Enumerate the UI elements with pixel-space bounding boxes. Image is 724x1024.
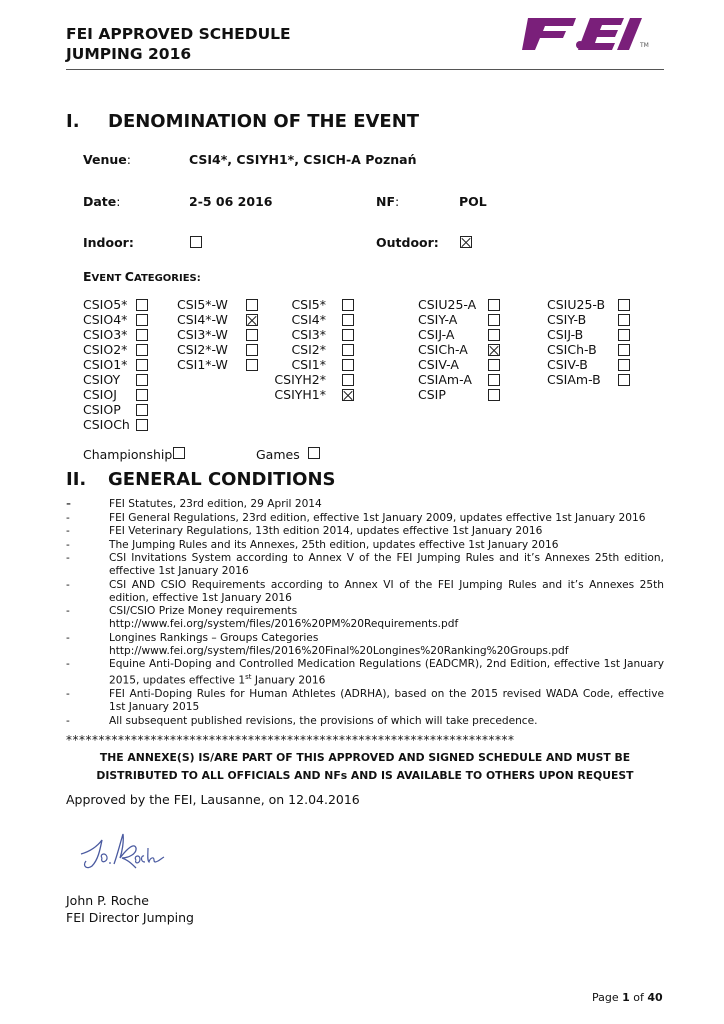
category-label: CSIJ-A xyxy=(418,327,455,342)
event-categories-heading: EVENT CATEGORIES: xyxy=(83,269,201,284)
section-1-title: DENOMINATION OF THE EVENT xyxy=(108,111,420,132)
approval-statement: Approved by the FEI, Lausanne, on 12.04.2016 xyxy=(66,792,360,807)
category-checkbox[interactable] xyxy=(136,359,148,371)
section-1-heading xyxy=(66,111,419,132)
category-label: CSIO4* xyxy=(83,312,128,327)
category-label: CSIP xyxy=(418,387,446,402)
condition-item: - The Jumping Rules and its Annexes, 25th edition, updates effective 1st January 2016 xyxy=(66,539,664,552)
condition-item: - Equine Anti-Doping and Controlled Medication Regulations (EADCMR), 2nd Edition, effective 1st January 2015, updates effective 1st January 2016 xyxy=(66,658,664,688)
fei-logo xyxy=(518,12,658,54)
category-checkbox[interactable] xyxy=(618,329,630,341)
category-label: CSI3*-W xyxy=(177,327,228,342)
category-checkbox[interactable] xyxy=(342,329,354,341)
category-label: CSIV-A xyxy=(418,357,459,372)
signatory-name: John P. Roche xyxy=(66,893,149,908)
category-label: CSIYH1* xyxy=(274,387,326,402)
fei-logo-graphic xyxy=(518,12,658,54)
signatory-title: FEI Director Jumping xyxy=(66,910,194,925)
category-checkbox[interactable] xyxy=(488,314,500,326)
category-checkbox[interactable] xyxy=(618,359,630,371)
games-checkbox[interactable] xyxy=(308,447,320,459)
category-checkbox[interactable] xyxy=(136,419,148,431)
condition-item: - FEI General Regulations, 23rd edition, effective 1st January 2009, updates effective 1st January 2016 xyxy=(66,512,664,525)
nf-value: POL xyxy=(459,194,487,209)
category-checkbox[interactable] xyxy=(618,344,630,356)
indoor-label: Indoor: xyxy=(83,235,134,250)
condition-item: - FEI Veterinary Regulations, 13th edition 2014, updates effective 1st January 2016 xyxy=(66,525,664,538)
category-checkbox[interactable] xyxy=(246,314,258,326)
section-1-number: I. xyxy=(66,111,80,132)
category-label: CSICh-A xyxy=(418,342,468,357)
category-checkbox[interactable] xyxy=(136,314,148,326)
venue-label: Venue: xyxy=(83,152,131,167)
category-checkbox[interactable] xyxy=(488,374,500,386)
category-label: CSIOP xyxy=(83,402,121,417)
separator-line: ********************************************************************* xyxy=(66,733,515,747)
category-label: CSIY-B xyxy=(547,312,587,327)
category-label: CSI1*-W xyxy=(177,357,228,372)
championship-label: Championship xyxy=(83,447,173,462)
condition-item: - CSI Invitations System according to Annex V of the FEI Jumping Rules and it’s Annexes 25th edition, effective 1st January 2016 xyxy=(66,552,664,578)
games-label: Games xyxy=(256,447,300,462)
header-title-line1: FEI APPROVED SCHEDULE xyxy=(66,25,291,43)
indoor-checkbox[interactable] xyxy=(190,236,202,248)
outdoor-label: Outdoor: xyxy=(376,235,439,250)
header-title-line2: JUMPING 2016 xyxy=(66,45,192,63)
general-conditions-list xyxy=(66,498,664,728)
category-checkbox[interactable] xyxy=(136,299,148,311)
category-label: CSI2*-W xyxy=(177,342,228,357)
category-checkbox[interactable] xyxy=(618,314,630,326)
category-label: CSIO5* xyxy=(83,297,128,312)
annex-notice-line1: THE ANNEXE(S) IS/ARE PART OF THIS APPROVED AND SIGNED SCHEDULE AND MUST BE xyxy=(99,751,631,764)
category-checkbox[interactable] xyxy=(136,329,148,341)
championship-checkbox[interactable] xyxy=(173,447,185,459)
category-checkbox[interactable] xyxy=(488,359,500,371)
category-label: CSIO3* xyxy=(83,327,128,342)
category-label: CSIOCh xyxy=(83,417,130,432)
schedule-header-title xyxy=(66,24,291,64)
category-label: CSICh-B xyxy=(547,342,597,357)
category-checkbox[interactable] xyxy=(342,314,354,326)
category-label: CSIOY xyxy=(83,372,121,387)
category-checkbox[interactable] xyxy=(136,374,148,386)
category-checkbox[interactable] xyxy=(246,359,258,371)
venue-value: CSI4*, CSIYH1*, CSICH-A Poznań xyxy=(189,152,417,167)
section-2-heading xyxy=(66,469,335,490)
category-label: CSIAm-B xyxy=(547,372,601,387)
category-checkbox[interactable] xyxy=(342,389,354,401)
category-checkbox[interactable] xyxy=(618,299,630,311)
category-checkbox[interactable] xyxy=(246,329,258,341)
category-label: CSIO1* xyxy=(83,357,128,372)
category-label: CSI1* xyxy=(291,357,326,372)
category-checkbox[interactable] xyxy=(342,344,354,356)
category-label: CSIAm-A xyxy=(418,372,472,387)
annex-notice-line2: DISTRIBUTED TO ALL OFFICIALS AND NFs AND IS AVAILABLE TO OTHERS UPON REQUEST xyxy=(96,769,634,782)
condition-item: - CSI AND CSIO Requirements according to Annex VI of the FEI Jumping Rules and it’s Annexes 25th edition, effective 1st January 2016 xyxy=(66,579,664,605)
category-checkbox[interactable] xyxy=(342,359,354,371)
category-label: CSI3* xyxy=(291,327,326,342)
condition-item: - FEI Statutes, 23rd edition, 29 April 2014 xyxy=(66,498,664,511)
category-checkbox[interactable] xyxy=(342,374,354,386)
category-label: CSIJ-B xyxy=(547,327,584,342)
section-2-title: GENERAL CONDITIONS xyxy=(108,469,336,490)
category-label: CSI4* xyxy=(291,312,326,327)
section-2-number: II. xyxy=(66,469,87,490)
date-value: 2-5 06 2016 xyxy=(189,194,273,209)
category-label: CSIYH2* xyxy=(274,372,326,387)
condition-item: - All subsequent published revisions, the provisions of which will take precedence. xyxy=(66,715,664,728)
category-label: CSIU25-B xyxy=(547,297,606,312)
category-label: CSI2* xyxy=(291,342,326,357)
category-checkbox[interactable] xyxy=(136,344,148,356)
category-label: CSIO2* xyxy=(83,342,128,357)
date-label: Date: xyxy=(83,194,121,209)
header-divider xyxy=(66,69,664,70)
category-checkbox[interactable] xyxy=(342,299,354,311)
category-checkbox[interactable] xyxy=(488,344,500,356)
page-number: Page 1 of 40 xyxy=(592,991,663,1004)
category-checkbox[interactable] xyxy=(488,299,500,311)
trademark-mark: TM xyxy=(640,42,649,49)
condition-item: - CSI/CSIO Prize Money requirements http://www.fei.org/system/files/2016%20PM%20Requirements.pdf xyxy=(66,605,664,631)
category-checkbox[interactable] xyxy=(246,299,258,311)
category-checkbox[interactable] xyxy=(618,374,630,386)
category-label: CSIV-B xyxy=(547,357,588,372)
category-label: CSIY-A xyxy=(418,312,458,327)
category-label: CSI5* xyxy=(291,297,326,312)
category-label: CSI5*-W xyxy=(177,297,228,312)
category-label: CSIOJ xyxy=(83,387,117,402)
category-checkbox[interactable] xyxy=(488,389,500,401)
nf-label: NF: xyxy=(376,194,400,209)
category-checkbox[interactable] xyxy=(488,329,500,341)
condition-item: - FEI Anti-Doping Rules for Human Athletes (ADRHA), based on the 2015 revised WADA Code, effective 1st January 2015 xyxy=(66,688,664,714)
category-label: CSI4*-W xyxy=(177,312,228,327)
category-checkbox[interactable] xyxy=(136,404,148,416)
condition-item: - Longines Rankings – Groups Categories http://www.fei.org/system/files/2016%20Final%20Longines%20Ranking%20Groups.pdf xyxy=(66,632,664,658)
signature-image xyxy=(78,828,168,880)
prize-money-link[interactable]: http://www.fei.org/system/files/2016%20PM%20Requirements.pdf xyxy=(109,618,459,630)
category-checkbox[interactable] xyxy=(136,389,148,401)
category-checkbox[interactable] xyxy=(246,344,258,356)
rankings-link[interactable]: http://www.fei.org/system/files/2016%20Final%20Longines%20Ranking%20Groups.pdf xyxy=(109,644,569,657)
outdoor-checkbox[interactable] xyxy=(460,236,472,248)
category-label: CSIU25-A xyxy=(418,297,477,312)
